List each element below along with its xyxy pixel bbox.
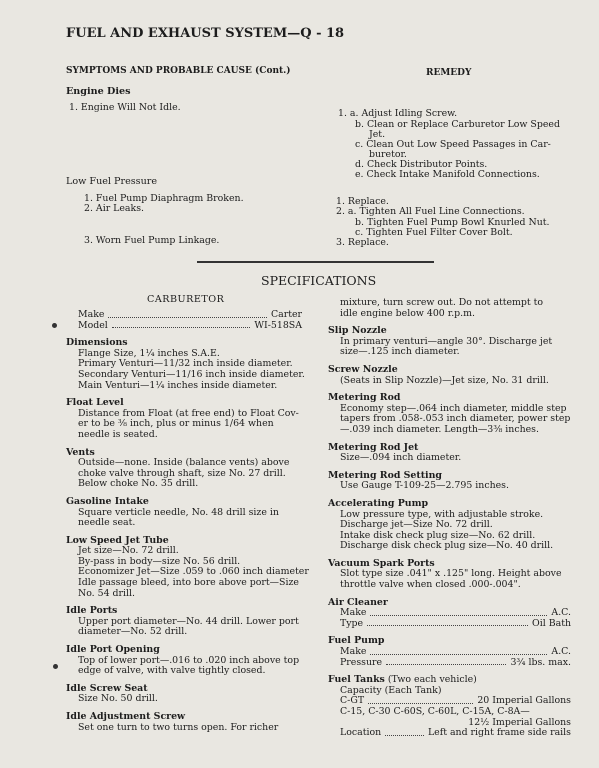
idle-adjustment-heading: Idle Adjustment Screw <box>66 711 186 722</box>
low-speed-jet-heading: Low Speed Jet Tube <box>66 534 169 546</box>
cgt-value: 20 Imperial Gallons <box>477 695 571 707</box>
gasoline-intake-heading: Gasoline Intake <box>66 495 149 507</box>
float-level-heading: Float Level <box>66 397 124 409</box>
low-fuel-symptom-3: 3. Worn Fuel Pump Linkage. <box>84 235 220 246</box>
specs-left-column <box>66 309 309 733</box>
section-divider <box>197 261 434 263</box>
idle-adjustment-line: idle engine below 400 r.p.m. <box>340 307 476 319</box>
accelerating-pump-line: Low pressure type, with adjustable stroke. <box>340 508 544 520</box>
fuel-tanks-models-value: 12½ Imperial Gallons <box>468 716 571 728</box>
idle-port-opening-line: Top of lower port—.016 to .020 inch above top <box>78 654 300 666</box>
type-label: Type <box>340 617 364 629</box>
gasoline-intake-line: Square verticle needle, No. 48 drill size in <box>78 506 279 518</box>
model-value: WI-518SA <box>254 319 302 331</box>
carb-model-row <box>66 321 302 332</box>
make-value: A.C. <box>551 646 571 658</box>
float-level-line: er to be ⅜ inch, plus or minus 1/64 when <box>78 418 274 430</box>
vents-line: Outside—none. Inside (balance vents) above <box>78 457 290 469</box>
idle-ports-heading: Idle Ports <box>66 605 118 617</box>
air-cleaner-heading: Air Cleaner <box>328 596 388 608</box>
gasoline-intake-line: needle seat. <box>78 517 136 529</box>
location-label: Location <box>340 727 382 739</box>
pressure-label: Pressure <box>340 656 383 668</box>
fuel-pump-pressure-row <box>328 658 571 669</box>
low-speed-jet-line: Jet size—No. 72 drill. <box>78 545 179 557</box>
accelerating-pump-line: Intake disk check plug size—No. 62 drill. <box>340 529 536 541</box>
engine-dies-symptom: 1. Engine Will Not Idle. <box>69 102 181 113</box>
idle-screw-seat-line: Size No. 50 drill. <box>78 693 158 705</box>
dimensions-line: Primary Venturi—11/32 inch inside diameter. <box>78 358 293 370</box>
idle-port-opening-line: edge of valve, with valve tightly closed. <box>78 665 266 677</box>
engine-dies-remedy-1d: d. Check Distributor Points. <box>355 159 488 170</box>
low-fuel-remedy-2b: b. Tighten Fuel Pump Bowl Knurled Nut. <box>355 217 550 228</box>
metering-rod-line: Economy step—.064 inch diameter, middle step <box>340 402 567 414</box>
remedy-heading: REMEDY <box>426 68 472 78</box>
make-label: Make <box>78 309 105 320</box>
engine-dies-remedy-1c-cont: buretor. <box>369 149 407 160</box>
carburetor-title: CARBURETOR <box>147 294 225 305</box>
accelerating-pump-line: Discharge disk check plug size—No. 40 drill. <box>340 540 554 552</box>
margin-bullet <box>53 664 58 669</box>
engine-dies-remedy-1e: e. Check Intake Manifold Connections. <box>355 169 540 180</box>
fuel-tanks-location-row <box>328 728 571 739</box>
metering-rod-line: tapers from .058-.053 inch diameter, power step <box>340 413 571 425</box>
dimensions-heading: Dimensions <box>66 337 128 349</box>
engine-dies-remedy-1b-cont: Jet. <box>369 129 386 140</box>
metering-rod-jet-line: Size—.094 inch diameter. <box>340 452 462 464</box>
low-speed-jet-line: Economizer Jet—Size .059 to .060 inch diameter <box>78 566 309 578</box>
make-label: Make <box>340 607 367 619</box>
symptoms-heading: SYMPTOMS AND PROBABLE CAUSE (Cont.) <box>66 66 291 76</box>
vacuum-spark-ports-line: throttle valve when closed .000-.004". <box>340 579 521 591</box>
screw-nozzle-line: (Seats in Slip Nozzle)—Jet size, No. 31 drill. <box>340 374 549 386</box>
engine-dies-heading: Engine Dies <box>66 86 131 97</box>
low-speed-jet-line: No. 54 drill. <box>78 587 136 599</box>
slip-nozzle-line: In primary venturi—angle 30°. Discharge jet <box>340 335 553 347</box>
pressure-value: 3¾ lbs. max. <box>510 656 571 668</box>
engine-dies-remedy-1b: b. Clean or Replace Carburetor Low Speed <box>355 119 560 130</box>
metering-rod-setting-line: Use Gauge T-109-25—2.795 inches. <box>340 480 509 492</box>
dimensions-line: Flange Size, 1¼ inches S.A.E. <box>78 347 220 359</box>
low-speed-jet-line: Idle passage bleed, into bore above port—Size <box>78 577 299 589</box>
low-fuel-remedy-3: 3. Replace. <box>336 237 389 248</box>
vacuum-spark-ports-line: Slot type size .041" x .125" long. Height above <box>340 568 562 580</box>
fuel-pump-heading: Fuel Pump <box>328 635 385 647</box>
fuel-tanks-title: Fuel Tanks <box>328 674 385 686</box>
fuel-tanks-models: C-15, C-30 C-60S, C-60L, C-15A, C-8A— <box>340 706 530 717</box>
engine-dies-remedy-1a: 1. a. Adjust Idling Screw. <box>338 108 458 119</box>
specifications-title: SPECIFICATIONS <box>261 273 377 288</box>
metering-rod-heading: Metering Rod <box>328 392 401 404</box>
dimensions-line: Main Venturi—1¼ inches inside diameter. <box>78 379 278 391</box>
low-speed-jet-line: By-pass in body—size No. 56 drill. <box>78 555 241 567</box>
air-cleaner-type-row <box>328 619 571 630</box>
idle-adjustment-line: Set one turn to two turns open. For richer <box>78 721 279 733</box>
float-level-line: needle is seated. <box>78 428 158 440</box>
cgt-label: C-GT <box>340 695 365 707</box>
idle-port-opening-heading: Idle Port Opening <box>66 644 160 656</box>
low-fuel-remedy-1: 1. Replace. <box>336 196 389 207</box>
metering-rod-setting-heading: Metering Rod Setting <box>328 469 442 481</box>
vents-line: choke valve through shaft, size No. 27 drill. <box>78 467 286 479</box>
idle-screw-seat-heading: Idle Screw Seat <box>66 682 148 694</box>
idle-adjustment-line: mixture, turn screw out. Do not attempt to <box>340 297 544 308</box>
engine-dies-remedy-1c: c. Clean Out Low Speed Passages in Car- <box>355 139 551 150</box>
page-header: FUEL AND EXHAUST SYSTEM—Q - 18 <box>66 26 345 41</box>
model-label: Model <box>78 319 108 331</box>
low-fuel-symptom-1: 1. Fuel Pump Diaphragm Broken. <box>84 193 244 204</box>
dimensions-line: Secondary Venturi—11/16 inch inside diameter. <box>78 368 305 380</box>
metering-rod-line: —.039 inch diameter. Length—3⅜ inches. <box>340 423 539 435</box>
idle-ports-line: Upper port diameter—No. 44 drill. Lower port <box>78 615 299 627</box>
carb-make-row <box>66 310 302 321</box>
fuel-tanks-capacity: Capacity (Each Tank) <box>340 684 442 696</box>
fuel-tanks-note: (Two each vehicle) <box>384 674 477 686</box>
screw-nozzle-heading: Screw Nozzle <box>328 363 398 375</box>
idle-ports-line: diameter—No. 52 drill. <box>78 626 188 638</box>
make-value: A.C. <box>551 607 571 619</box>
accelerating-pump-line: Discharge jet—Size No. 72 drill. <box>340 519 493 531</box>
low-fuel-symptom-2: 2. Air Leaks. <box>84 203 144 214</box>
specs-right-column <box>328 298 571 739</box>
vents-heading: Vents <box>66 446 95 458</box>
low-fuel-remedy-2c: c. Tighten Fuel Filter Cover Bolt. <box>355 227 513 238</box>
slip-nozzle-heading: Slip Nozzle <box>328 325 387 337</box>
type-value: Oil Bath <box>532 617 571 629</box>
make-value: Carter <box>270 309 302 320</box>
location-value: Left and right frame side rails <box>427 727 571 739</box>
low-fuel-heading: Low Fuel Pressure <box>66 176 158 187</box>
slip-nozzle-line: size—.125 inch diameter. <box>340 346 460 358</box>
low-fuel-remedy-2a: 2. a. Tighten All Fuel Line Connections. <box>336 206 525 217</box>
metering-rod-jet-heading: Metering Rod Jet <box>328 441 419 453</box>
make-label: Make <box>340 646 367 658</box>
margin-bullet <box>52 323 57 328</box>
accelerating-pump-heading: Accelerating Pump <box>328 497 429 509</box>
float-level-line: Distance from Float (at free end) to Float Cov- <box>78 407 299 419</box>
vents-line: Below choke No. 35 drill. <box>78 478 199 490</box>
vacuum-spark-ports-heading: Vacuum Spark Ports <box>328 557 435 569</box>
